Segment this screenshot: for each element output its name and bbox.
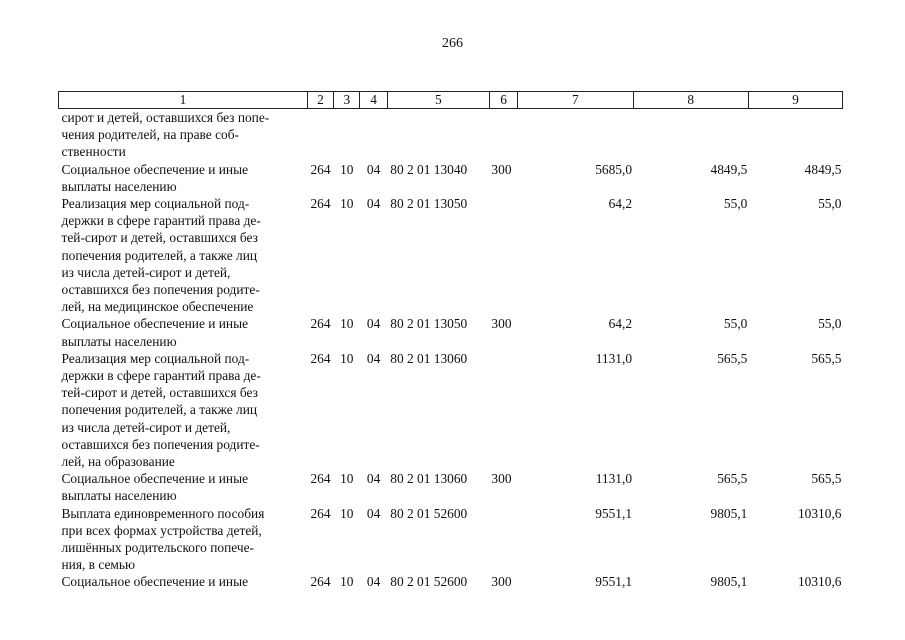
row-name-line: попечения родителей, а также лиц: [61, 402, 258, 418]
row-amount-2: 9805,1: [710, 574, 748, 590]
row-amount-3: [748, 109, 842, 161]
table-row: [59, 109, 843, 161]
page-number: 266: [442, 36, 463, 51]
header-col-6: 6: [489, 92, 517, 109]
row-name-line: Выплата единовременного пособия: [61, 505, 265, 521]
header-col-7: 7: [518, 92, 633, 109]
row-name-line: лей, на образование: [61, 454, 175, 470]
table-body: [59, 109, 843, 591]
header-col-2: 2: [307, 92, 333, 109]
row-subsection: 04: [366, 350, 381, 366]
row-admin-code: 264: [310, 574, 331, 590]
header-row: [59, 92, 843, 109]
row-target-item: 80 2 01 13040: [390, 161, 468, 177]
row-target-item: 80 2 01 52600: [390, 574, 468, 590]
row-name-line: сирот и детей, оставшихся без попе-: [61, 110, 270, 125]
row-amount-1: 64,2: [608, 316, 633, 332]
row-section: 10: [340, 505, 354, 521]
row-amount-2: [633, 109, 748, 161]
row-subsection: 04: [366, 574, 381, 590]
row-amount-1: 1131,0: [595, 350, 633, 366]
row-name-line: держки в сфере гарантий права де-: [61, 368, 261, 384]
row-name: [59, 350, 308, 470]
row-name: [59, 161, 308, 195]
row-amount-2: 565,5: [717, 350, 748, 366]
row-amount-2: 9805,1: [710, 505, 748, 521]
header-col-4: 4: [360, 92, 387, 109]
row-name-line: ния, в семью: [61, 557, 135, 573]
row-amount-1: 9551,1: [595, 505, 633, 521]
row-section: 10: [340, 196, 354, 212]
table-row: [59, 161, 843, 195]
table-row: [59, 315, 843, 349]
row-name-line: Социальное обеспечение и иные: [61, 316, 249, 332]
table-row: [59, 350, 843, 470]
row-amount-1: [518, 109, 633, 161]
row-expense-type: 300: [491, 471, 512, 487]
row-name-line: выплаты населению: [61, 333, 177, 349]
row-amount-1: 1131,0: [595, 471, 633, 487]
row-amount-2: 4849,5: [710, 161, 748, 177]
row-name-line: Реализация мер социальной под-: [61, 350, 250, 366]
budget-table: [58, 91, 843, 591]
row-name-line: Социальное обеспечение и иные: [61, 574, 249, 590]
row-subsection: 04: [366, 505, 381, 521]
row-amount-3: 10310,6: [797, 505, 842, 521]
row-amount-2: 55,0: [723, 316, 748, 332]
row-name-line: из числа детей-сирот и детей,: [61, 264, 231, 280]
row-admin-code: 264: [310, 505, 331, 521]
row-name-line: оставшихся без попечения родите-: [61, 282, 260, 298]
row-name: [59, 109, 308, 161]
table-row: [59, 573, 843, 590]
row-amount-3: 55,0: [818, 316, 842, 332]
row-admin-code: 264: [310, 471, 331, 487]
row-name-line: Социальное обеспечение и иные: [61, 471, 249, 487]
row-target-item: 80 2 01 13050: [390, 196, 468, 212]
row-name-line: выплаты населению: [61, 488, 177, 504]
table-row: [59, 505, 843, 574]
row-name-line: при всех формах устройства детей,: [61, 522, 262, 538]
row-admin-code: 264: [310, 196, 331, 212]
table-row: [59, 470, 843, 504]
row-amount-1: 5685,0: [595, 161, 633, 177]
row-expense-type: [489, 195, 517, 315]
row-name-line: выплаты населению: [61, 178, 177, 194]
row-target-item: 80 2 01 13050: [390, 316, 468, 332]
row-target-item: 80 2 01 13060: [390, 471, 468, 487]
row-subsection: 04: [366, 196, 381, 212]
row-subsection: 04: [366, 471, 381, 487]
row-section: 10: [340, 471, 354, 487]
row-name: [59, 470, 308, 504]
header-col-8: 8: [633, 92, 748, 109]
row-name-line: из числа детей-сирот и детей,: [61, 419, 231, 435]
row-subsection: 04: [366, 161, 381, 177]
row-target-item: 80 2 01 52600: [390, 505, 468, 521]
row-subsection: 04: [366, 316, 381, 332]
row-amount-3: 55,0: [818, 196, 842, 212]
row-name-line: попечения родителей, а также лиц: [61, 247, 258, 263]
row-section: 10: [340, 350, 354, 366]
row-name-line: Реализация мер социальной под-: [61, 196, 250, 212]
row-amount-3: 565,5: [811, 350, 842, 366]
table-row: [59, 195, 843, 315]
row-amount-2: 55,0: [723, 196, 748, 212]
row-expense-type: [489, 109, 517, 161]
row-section: 10: [340, 574, 354, 590]
header-col-9: 9: [748, 92, 842, 109]
row-name-line: Социальное обеспечение и иные: [61, 161, 249, 177]
row-amount-1: 64,2: [608, 196, 633, 212]
row-subsection: [360, 109, 387, 161]
row-amount-3: 565,5: [811, 471, 842, 487]
row-name-line: тей-сирот и детей, оставшихся без: [61, 385, 258, 401]
row-admin-code: 264: [310, 316, 331, 332]
row-name-line: ственности: [61, 144, 126, 160]
table-header: [59, 92, 843, 109]
row-section: 10: [340, 161, 354, 177]
row-expense-type: 300: [491, 574, 512, 590]
row-name: [59, 195, 308, 315]
row-expense-type: [489, 350, 517, 470]
row-admin-code: 264: [310, 350, 331, 366]
header-col-1: 1: [59, 92, 308, 109]
row-name-line: держки в сфере гарантий права де-: [61, 213, 261, 229]
row-admin-code: [307, 109, 333, 161]
row-name-line: чения родителей, на праве соб-: [61, 127, 239, 143]
row-amount-3: 10310,6: [797, 574, 842, 590]
row-expense-type: [489, 505, 517, 574]
row-name-line: лей, на медицинское обеспечение: [61, 299, 254, 315]
row-expense-type: 300: [491, 316, 512, 332]
row-name: [59, 315, 308, 349]
row-section: 10: [340, 316, 354, 332]
row-amount-2: 565,5: [717, 471, 748, 487]
row-admin-code: 264: [310, 161, 331, 177]
row-name-line: оставшихся без попечения родите-: [61, 436, 260, 452]
row-name-line: лишённых родительского попече-: [61, 540, 254, 556]
row-name: [59, 573, 308, 590]
row-amount-1: 9551,1: [595, 574, 633, 590]
row-name: [59, 505, 308, 574]
header-col-5: 5: [387, 92, 489, 109]
row-name-line: тей-сирот и детей, оставшихся без: [61, 230, 258, 246]
row-target-item: 80 2 01 13060: [390, 350, 468, 366]
header-col-3: 3: [334, 92, 360, 109]
row-section: [334, 109, 360, 161]
row-target-item: [387, 109, 489, 161]
row-amount-3: 4849,5: [804, 161, 842, 177]
row-expense-type: 300: [491, 161, 512, 177]
